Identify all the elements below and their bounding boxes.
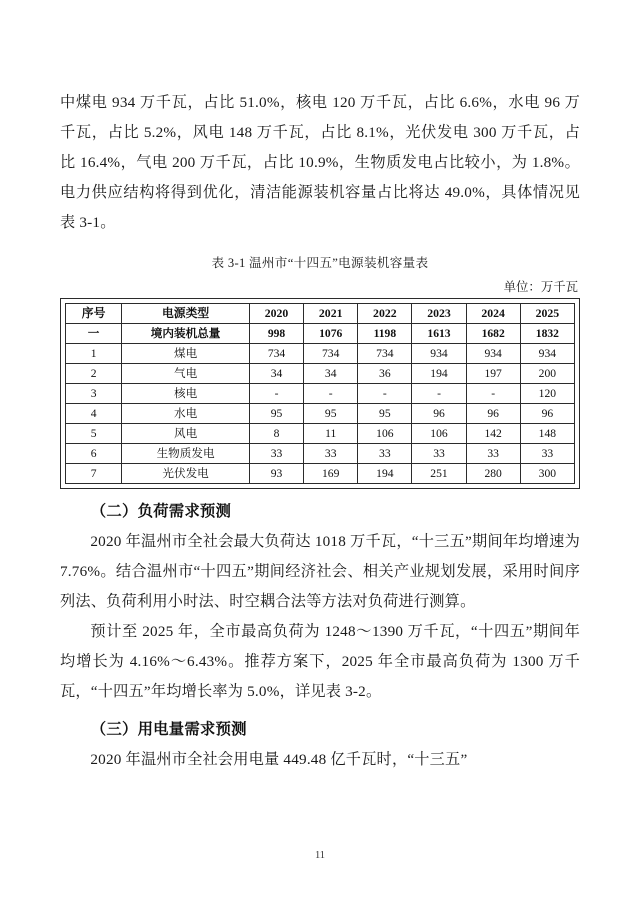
table-cell-value: 8 <box>249 424 303 444</box>
section-heading-electricity-demand: （三）用电量需求预测 <box>90 721 247 738</box>
table-cell-value: 734 <box>358 344 412 364</box>
table-row <box>66 424 575 444</box>
table-cell-value: 120 <box>520 384 574 404</box>
table-cell-value: 251 <box>412 464 466 484</box>
table-cell-value: 300 <box>520 464 574 484</box>
table-cell-value: 934 <box>520 344 574 364</box>
table-cell-value: 200 <box>520 364 574 384</box>
table-unit-label: 单位：万千瓦 <box>503 280 578 294</box>
table-cell-type: 核电 <box>122 384 250 404</box>
table-cell-value: 33 <box>249 444 303 464</box>
table-cell-no: 一 <box>66 324 122 344</box>
table-cell-value: 1076 <box>304 324 358 344</box>
table-cell-value: 280 <box>466 464 520 484</box>
table-header-cell: 2025 <box>520 304 574 324</box>
table-cell-no: 4 <box>66 404 122 424</box>
table-cell-type: 生物质发电 <box>122 444 250 464</box>
table-cell-value: 148 <box>520 424 574 444</box>
table-cell-type: 水电 <box>122 404 250 424</box>
table-cell-value: 34 <box>304 364 358 384</box>
table-cell-value: 36 <box>358 364 412 384</box>
table-cell-value: 33 <box>304 444 358 464</box>
table-cell-value: 106 <box>358 424 412 444</box>
table-cell-no: 1 <box>66 344 122 364</box>
table-cell-value: 93 <box>249 464 303 484</box>
table-cell-value: 34 <box>249 364 303 384</box>
table-cell-value: 106 <box>412 424 466 444</box>
table-row <box>66 404 575 424</box>
table-row <box>66 324 575 344</box>
table-cell-value: 1198 <box>358 324 412 344</box>
table-cell-type: 境内装机总量 <box>122 324 250 344</box>
table-cell-value: - <box>358 384 412 404</box>
table-cell-no: 5 <box>66 424 122 444</box>
table-cell-value: 194 <box>412 364 466 384</box>
section-paragraph: 2020 年温州市全社会最大负荷达 1018 万千瓦，“十三五”期间年均增速为 7.76%。结合温州市“十四五”期间经济社会、相关产业规划发展，采用时间序列法、负荷利用小时法、时空耦合法等方法对负荷进行测算。 <box>60 533 580 610</box>
table-cell-value: 96 <box>466 404 520 424</box>
table-row <box>66 444 575 464</box>
table-cell-value: 96 <box>412 404 466 424</box>
table-header-cell: 2023 <box>412 304 466 324</box>
table-cell-no: 6 <box>66 444 122 464</box>
table-cell-value: 33 <box>520 444 574 464</box>
table-cell-value: 95 <box>249 404 303 424</box>
table-cell-value: 1832 <box>520 324 574 344</box>
table-cell-no: 2 <box>66 364 122 384</box>
table-header-cell: 2024 <box>466 304 520 324</box>
table-cell-value: 1613 <box>412 324 466 344</box>
table-cell-value: 934 <box>412 344 466 364</box>
table-cell-no: 3 <box>66 384 122 404</box>
table-cell-value: 33 <box>358 444 412 464</box>
table-cell-value: - <box>412 384 466 404</box>
table-header-cell: 2022 <box>358 304 412 324</box>
body-paragraph: 中煤电 934 万千瓦，占比 51.0%，核电 120 万千瓦，占比 6.6%，水电 96 万千瓦，占比 5.2%，风电 148 万千瓦，占比 8.1%，光伏发电 300 万千瓦，占比 16.4%，气电 200 万千瓦，占比 10.9%，生物质发电占比较小，为 1.8%。电力供应结构将得到优化，清洁能源装机容量占比将达 49.0%，具体情况见表 3-1。 <box>60 94 580 231</box>
table-row <box>66 364 575 384</box>
page-number: 11 <box>314 850 326 861</box>
table-cell-type: 气电 <box>122 364 250 384</box>
table-cell-value: 33 <box>412 444 466 464</box>
table-cell-value: 95 <box>304 404 358 424</box>
table-cell-value: 95 <box>358 404 412 424</box>
table-cell-value: - <box>304 384 358 404</box>
table-cell-value: - <box>466 384 520 404</box>
table-cell-value: 734 <box>304 344 358 364</box>
power-capacity-table <box>65 303 575 484</box>
table-row <box>66 464 575 484</box>
table-cell-type: 煤电 <box>122 344 250 364</box>
table-row <box>66 344 575 364</box>
table-cell-no: 7 <box>66 464 122 484</box>
table-cell-value: 194 <box>358 464 412 484</box>
table-cell-type: 光伏发电 <box>122 464 250 484</box>
table-cell-value: 734 <box>249 344 303 364</box>
table-outer-frame <box>60 298 580 489</box>
table-header-cell: 序号 <box>66 304 122 324</box>
table-cell-value: 11 <box>304 424 358 444</box>
table-cell-value: 998 <box>249 324 303 344</box>
section-paragraph: 2020 年温州市全社会用电量 449.48 亿千瓦时，“十三五” <box>90 751 468 768</box>
section-paragraph: 预计至 2025 年，全市最高负荷为 1248～1390 万千瓦，“十四五”期间年均增长为 4.16%～6.43%。推荐方案下，2025 年全市最高负荷为 1300 万千瓦，“十四五”年均增长率为 5.0%，详见表 3-2。 <box>60 623 580 700</box>
table-cell-value: 197 <box>466 364 520 384</box>
table-header-cell: 电源类型 <box>122 304 250 324</box>
table-caption: 表 3-1 温州市“十四五”电源装机容量表 <box>211 256 429 270</box>
table-header-cell: 2020 <box>249 304 303 324</box>
section-heading-load-forecast: （二）负荷需求预测 <box>90 503 232 520</box>
table-cell-value: 33 <box>466 444 520 464</box>
table-cell-value: - <box>249 384 303 404</box>
table-cell-type: 风电 <box>122 424 250 444</box>
table-cell-value: 142 <box>466 424 520 444</box>
table-header-row <box>66 304 575 324</box>
table-cell-value: 934 <box>466 344 520 364</box>
table-row <box>66 384 575 404</box>
table-cell-value: 96 <box>520 404 574 424</box>
table-header-cell: 2021 <box>304 304 358 324</box>
table-cell-value: 169 <box>304 464 358 484</box>
table-cell-value: 1682 <box>466 324 520 344</box>
